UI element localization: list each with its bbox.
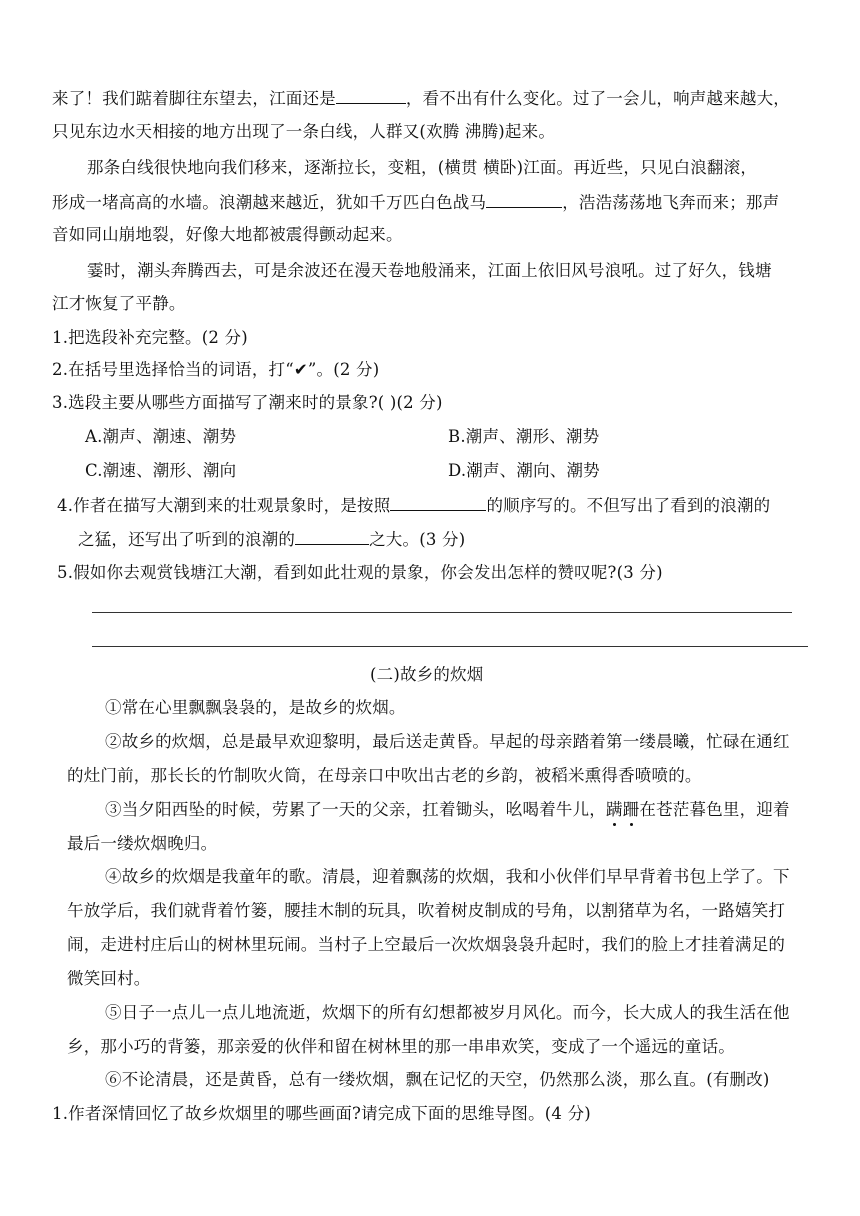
passage1-line2: 只见东边水天相接的地方出现了一条白线，人群又(欢腾 沸腾)起来。	[52, 122, 556, 141]
paragraph-2-line1: ②故乡的炊烟，总是最早欢迎黎明，最后送走黄昏。早起的母亲踏着第一缕晨曦，忙碌在通红	[105, 732, 790, 751]
question-4-line1: 4.作者在描写大潮到来的壮观景象时，是按照 的顺序写的。不但写出了看到的浪潮的	[57, 496, 771, 515]
passage1-line3: 那条白线很快地向我们移来，逐渐拉长，变粗，(横贯 横卧)江面。再近些，只见白浪翻滚，	[87, 158, 758, 177]
question-3: 3.选段主要从哪些方面描写了潮来时的景象?( )(2 分)	[52, 393, 443, 412]
option-a[interactable]: A.潮声、潮速、潮势	[85, 427, 237, 446]
passage2-question-1: 1.作者深情回忆了故乡炊烟里的哪些画面?请完成下面的思维导图。(4 分)	[52, 1104, 591, 1123]
emphasis-char-2: 跚	[623, 800, 640, 819]
paragraph-5-line1: ⑤日子一点儿一点儿地流逝，炊烟下的所有幻想都被岁月风化。而今，长大成人的我生活在他	[105, 1003, 790, 1022]
passage1-line6: 霎时，潮头奔腾西去，可是余波还在漫天卷地般涌来，江面上依旧风号浪吼。过了好久，钱塘	[87, 261, 772, 280]
passage1-line7: 江才恢复了平静。	[52, 294, 186, 313]
emphasis-dot-icon	[613, 823, 616, 826]
question-5: 5.假如你去观赏钱塘江大潮，看到如此壮观的景象，你会发出怎样的赞叹呢?(3 分)	[57, 563, 663, 582]
emphasis-char-1: 蹒	[606, 800, 623, 819]
fill-blank-order[interactable]	[390, 495, 486, 511]
paragraph-6: ⑥不论清晨，还是黄昏，总有一缕炊烟，飘在记忆的天空，仍然那么淡，那么直。(有删改)	[105, 1070, 770, 1089]
emphasis-dot-icon	[630, 823, 633, 826]
question-1: 1.把选段补充完整。(2 分)	[52, 328, 248, 347]
option-d[interactable]: D.潮声、潮向、潮势	[448, 461, 600, 480]
paragraph-4-line4: 微笑回村。	[67, 969, 151, 988]
passage1-line4: 形成一堵高高的水墙。浪潮越来越近，犹如千万匹白色战马 ，浩浩荡荡地飞奔而来；那声	[52, 193, 780, 212]
passage1-line5: 音如同山崩地裂，好像大地都被震得颤动起来。	[52, 225, 403, 244]
paragraph-3-line1: ③当夕阳西坠的时候，劳累了一天的父亲，扛着锄头，吆喝着牛儿，蹒 跚 在苍茫暮色里，迎着	[105, 800, 790, 820]
fill-blank-1[interactable]	[336, 88, 406, 104]
question-4-line2: 之猛，还写出了听到的浪潮的 之大。(3 分)	[78, 530, 466, 549]
fill-blank-sound[interactable]	[295, 529, 369, 545]
paragraph-5-line2: 乡，那小巧的背篓，那亲爱的伙伴和留在树林里的那一串串欢笑，变成了一个遥远的童话。	[67, 1037, 735, 1056]
paragraph-4-line3: 闹，走进村庄后山的树林里玩闹。当村子上空最后一次炊烟袅袅升起时，我们的脸上才挂着满足的	[67, 935, 786, 954]
fill-blank-2[interactable]	[486, 192, 562, 208]
paragraph-1: ①常在心里飘飘袅袅的，是故乡的炊烟。	[105, 698, 406, 717]
paragraph-4-line1: ④故乡的炊烟是我童年的歌。清晨，迎着飘荡的炊烟，我和小伙伴们早早背着书包上学了。下	[105, 867, 790, 886]
paragraph-2-line2: 的灶门前，那长长的竹制吹火筒，在母亲口中吹出古老的乡韵，被稻米熏得香喷喷的。	[67, 766, 702, 785]
passage1-line1: 来了！我们踮着脚往东望去，江面还是 ，看不出有什么变化。过了一会儿，响声越来越大，	[52, 89, 791, 108]
paragraph-3-line2: 最后一缕炊烟晚归。	[67, 834, 218, 853]
question-2: 2.在括号里选择恰当的词语，打“✔”。(2 分)	[52, 360, 380, 379]
option-c[interactable]: C.潮速、潮形、潮向	[85, 461, 237, 480]
answer-line-2[interactable]	[92, 646, 808, 647]
passage2-title: (二)故乡的炊烟	[370, 665, 484, 684]
paragraph-4-line2: 午放学后，我们就背着竹篓，腰挂木制的玩具，吹着树皮制成的号角，以割猪草为名，一路嬉笑打	[67, 901, 786, 920]
option-b[interactable]: B.潮声、潮形、潮势	[448, 427, 600, 446]
answer-line-1[interactable]	[92, 612, 792, 613]
